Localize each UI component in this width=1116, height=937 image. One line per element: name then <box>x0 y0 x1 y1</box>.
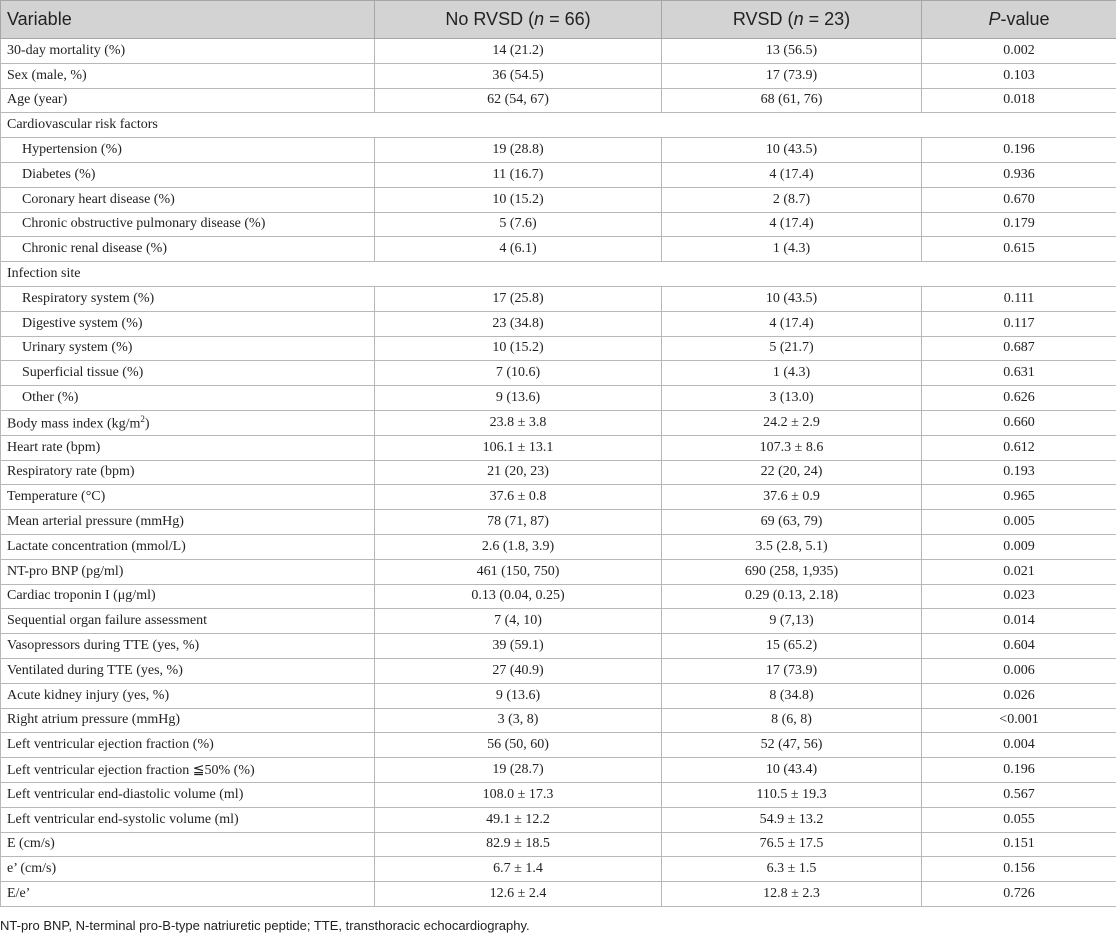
cell-p-value: 0.026 <box>922 683 1116 708</box>
row-label: Mean arterial pressure (mmHg) <box>1 510 375 535</box>
cell-no-rvsd: 62 (54, 67) <box>375 88 662 113</box>
cell-p-value: 0.670 <box>922 187 1116 212</box>
cell-rvsd: 17 (73.9) <box>662 63 922 88</box>
row-label: Left ventricular end-diastolic volume (ml) <box>1 782 375 807</box>
cell-p-value: 0.018 <box>922 88 1116 113</box>
cell-rvsd: 8 (6, 8) <box>662 708 922 733</box>
row-label: Respiratory rate (bpm) <box>1 460 375 485</box>
table-footnote: NT-pro BNP, N-terminal pro-B-type natriuretic peptide; TTE, transthoracic echocardiography. <box>0 918 530 933</box>
row-label: Ventilated during TTE (yes, %) <box>1 658 375 683</box>
cell-no-rvsd: 9 (13.6) <box>375 386 662 411</box>
table-row <box>1 212 1116 237</box>
cell-p-value: 0.179 <box>922 212 1116 237</box>
table-row <box>1 832 1116 857</box>
table-row <box>1 882 1116 907</box>
table-row <box>1 485 1116 510</box>
table-row <box>1 758 1116 783</box>
header-rvsd-suffix: = 23) <box>803 9 851 29</box>
cell-no-rvsd: 3 (3, 8) <box>375 708 662 733</box>
cell-no-rvsd: 27 (40.9) <box>375 658 662 683</box>
table-row <box>1 510 1116 535</box>
cell-p-value: 0.687 <box>922 336 1116 361</box>
row-label: Left ventricular ejection fraction (%) <box>1 733 375 758</box>
row-label: Sequential organ failure assessment <box>1 609 375 634</box>
cell-p-value: 0.111 <box>922 286 1116 311</box>
table-row <box>1 658 1116 683</box>
table-row <box>1 683 1116 708</box>
table-row <box>1 708 1116 733</box>
cell-no-rvsd: 19 (28.7) <box>375 758 662 783</box>
header-p-value <box>922 1 1116 39</box>
cell-no-rvsd: 19 (28.8) <box>375 138 662 163</box>
cell-no-rvsd: 21 (20, 23) <box>375 460 662 485</box>
cell-no-rvsd: 0.13 (0.04, 0.25) <box>375 584 662 609</box>
table-row <box>1 609 1116 634</box>
section-row <box>1 113 1116 138</box>
cell-rvsd: 3 (13.0) <box>662 386 922 411</box>
cell-no-rvsd: 6.7 ± 1.4 <box>375 857 662 882</box>
header-no-rvsd-prefix: No RVSD ( <box>445 9 535 29</box>
row-label-superscript: 2 <box>140 413 145 424</box>
cell-rvsd: 13 (56.5) <box>662 39 922 64</box>
row-label: Urinary system (%) <box>1 336 375 361</box>
cell-p-value: 0.004 <box>922 733 1116 758</box>
row-label: Respiratory system (%) <box>1 286 375 311</box>
table-row <box>1 361 1116 386</box>
table-row <box>1 559 1116 584</box>
cell-rvsd: 3.5 (2.8, 5.1) <box>662 534 922 559</box>
cell-no-rvsd: 7 (10.6) <box>375 361 662 386</box>
cell-p-value: 0.612 <box>922 435 1116 460</box>
row-label: Cardiac troponin I (μg/ml) <box>1 584 375 609</box>
cell-rvsd: 68 (61, 76) <box>662 88 922 113</box>
cell-rvsd: 76.5 ± 17.5 <box>662 832 922 857</box>
cell-p-value: 0.604 <box>922 634 1116 659</box>
cell-no-rvsd: 56 (50, 60) <box>375 733 662 758</box>
cell-no-rvsd: 39 (59.1) <box>375 634 662 659</box>
cell-no-rvsd: 108.0 ± 17.3 <box>375 782 662 807</box>
row-label: E (cm/s) <box>1 832 375 857</box>
cell-no-rvsd: 23.8 ± 3.8 <box>375 410 662 435</box>
cell-p-value: 0.103 <box>922 63 1116 88</box>
row-label: E/e’ <box>1 882 375 907</box>
cell-no-rvsd: 106.1 ± 13.1 <box>375 435 662 460</box>
row-label: Temperature (°C) <box>1 485 375 510</box>
cell-rvsd: 0.29 (0.13, 2.18) <box>662 584 922 609</box>
table-row <box>1 63 1116 88</box>
cell-rvsd: 4 (17.4) <box>662 212 922 237</box>
cell-no-rvsd: 4 (6.1) <box>375 237 662 262</box>
cell-p-value: 0.156 <box>922 857 1116 882</box>
row-label <box>1 410 375 435</box>
cell-rvsd: 1 (4.3) <box>662 361 922 386</box>
cell-rvsd: 10 (43.5) <box>662 138 922 163</box>
cell-no-rvsd: 49.1 ± 12.2 <box>375 807 662 832</box>
header-p-italic: P <box>988 9 1001 29</box>
cell-p-value: 0.021 <box>922 559 1116 584</box>
header-rvsd-n: n <box>793 9 804 29</box>
cell-p-value: 0.631 <box>922 361 1116 386</box>
cell-p-value: 0.726 <box>922 882 1116 907</box>
cell-rvsd: 24.2 ± 2.9 <box>662 410 922 435</box>
cell-p-value: <0.001 <box>922 708 1116 733</box>
row-label: Age (year) <box>1 88 375 113</box>
cell-p-value: 0.151 <box>922 832 1116 857</box>
cell-rvsd: 15 (65.2) <box>662 634 922 659</box>
cell-p-value: 0.196 <box>922 138 1116 163</box>
cell-no-rvsd: 10 (15.2) <box>375 336 662 361</box>
row-label: NT-pro BNP (pg/ml) <box>1 559 375 584</box>
cell-rvsd: 22 (20, 24) <box>662 460 922 485</box>
cell-no-rvsd: 78 (71, 87) <box>375 510 662 535</box>
header-no-rvsd <box>375 1 662 39</box>
table-row <box>1 857 1116 882</box>
cell-p-value: 0.005 <box>922 510 1116 535</box>
header-variable: Variable <box>1 1 375 39</box>
row-label: Acute kidney injury (yes, %) <box>1 683 375 708</box>
cell-no-rvsd: 2.6 (1.8, 3.9) <box>375 534 662 559</box>
cell-p-value: 0.567 <box>922 782 1116 807</box>
cell-p-value: 0.193 <box>922 460 1116 485</box>
row-label: Vasopressors during TTE (yes, %) <box>1 634 375 659</box>
header-no-rvsd-n: n <box>534 9 545 29</box>
cell-no-rvsd: 17 (25.8) <box>375 286 662 311</box>
cell-rvsd: 6.3 ± 1.5 <box>662 857 922 882</box>
row-label: Left ventricular end-systolic volume (ml) <box>1 807 375 832</box>
table-row <box>1 286 1116 311</box>
cell-rvsd: 690 (258, 1,935) <box>662 559 922 584</box>
row-label: Coronary heart disease (%) <box>1 187 375 212</box>
table-row <box>1 39 1116 64</box>
cell-p-value: 0.936 <box>922 162 1116 187</box>
cell-p-value: 0.615 <box>922 237 1116 262</box>
cell-rvsd: 37.6 ± 0.9 <box>662 485 922 510</box>
table-row <box>1 534 1116 559</box>
row-label: Sex (male, %) <box>1 63 375 88</box>
cell-no-rvsd: 461 (150, 750) <box>375 559 662 584</box>
cell-rvsd: 69 (63, 79) <box>662 510 922 535</box>
cell-rvsd: 17 (73.9) <box>662 658 922 683</box>
cell-rvsd: 2 (8.7) <box>662 187 922 212</box>
cell-rvsd: 10 (43.5) <box>662 286 922 311</box>
cell-no-rvsd: 10 (15.2) <box>375 187 662 212</box>
row-label: Left ventricular ejection fraction ≦50% (%) <box>1 758 375 783</box>
table-row <box>1 162 1116 187</box>
cell-rvsd: 12.8 ± 2.3 <box>662 882 922 907</box>
row-label: 30-day mortality (%) <box>1 39 375 64</box>
cell-p-value: 0.196 <box>922 758 1116 783</box>
cell-rvsd: 4 (17.4) <box>662 162 922 187</box>
cell-rvsd: 8 (34.8) <box>662 683 922 708</box>
row-label: Other (%) <box>1 386 375 411</box>
table-row <box>1 386 1116 411</box>
row-label: Heart rate (bpm) <box>1 435 375 460</box>
row-label: Hypertension (%) <box>1 138 375 163</box>
row-label: Right atrium pressure (mmHg) <box>1 708 375 733</box>
cell-rvsd: 54.9 ± 13.2 <box>662 807 922 832</box>
header-p-suffix: -value <box>1000 9 1050 29</box>
table-row <box>1 138 1116 163</box>
cell-p-value: 0.014 <box>922 609 1116 634</box>
cell-rvsd: 52 (47, 56) <box>662 733 922 758</box>
cell-rvsd: 5 (21.7) <box>662 336 922 361</box>
table-row <box>1 634 1116 659</box>
row-label: Chronic obstructive pulmonary disease (%) <box>1 212 375 237</box>
cell-p-value: 0.006 <box>922 658 1116 683</box>
row-label: Diabetes (%) <box>1 162 375 187</box>
cell-p-value: 0.660 <box>922 410 1116 435</box>
cell-rvsd: 107.3 ± 8.6 <box>662 435 922 460</box>
header-rvsd-prefix: RVSD ( <box>732 9 794 29</box>
row-label: Digestive system (%) <box>1 311 375 336</box>
row-label: Chronic renal disease (%) <box>1 237 375 262</box>
cell-rvsd: 9 (7,13) <box>662 609 922 634</box>
cell-no-rvsd: 11 (16.7) <box>375 162 662 187</box>
table-row <box>1 460 1116 485</box>
cell-p-value: 0.117 <box>922 311 1116 336</box>
cell-rvsd: 4 (17.4) <box>662 311 922 336</box>
cell-p-value: 0.965 <box>922 485 1116 510</box>
header-no-rvsd-suffix: = 66) <box>544 9 591 29</box>
cell-no-rvsd: 37.6 ± 0.8 <box>375 485 662 510</box>
row-label-suffix: ) <box>144 416 150 432</box>
table-row <box>1 237 1116 262</box>
row-label-text: Body mass index (kg/m <box>7 416 141 432</box>
cell-no-rvsd: 36 (54.5) <box>375 63 662 88</box>
table-row <box>1 782 1116 807</box>
cell-rvsd: 1 (4.3) <box>662 237 922 262</box>
header-rvsd <box>662 1 922 39</box>
table-row <box>1 807 1116 832</box>
table-row <box>1 733 1116 758</box>
cell-no-rvsd: 82.9 ± 18.5 <box>375 832 662 857</box>
section-label: Infection site <box>1 262 1116 287</box>
table-row <box>1 311 1116 336</box>
cell-rvsd: 10 (43.4) <box>662 758 922 783</box>
table-row <box>1 584 1116 609</box>
table-row <box>1 187 1116 212</box>
cell-no-rvsd: 12.6 ± 2.4 <box>375 882 662 907</box>
table-row <box>1 435 1116 460</box>
row-label: Lactate concentration (mmol/L) <box>1 534 375 559</box>
section-row <box>1 262 1116 287</box>
cell-no-rvsd: 5 (7.6) <box>375 212 662 237</box>
cell-p-value: 0.002 <box>922 39 1116 64</box>
cell-no-rvsd: 9 (13.6) <box>375 683 662 708</box>
table-row <box>1 336 1116 361</box>
cell-p-value: 0.626 <box>922 386 1116 411</box>
header-row <box>1 1 1116 39</box>
cell-p-value: 0.009 <box>922 534 1116 559</box>
table-row <box>1 410 1116 435</box>
row-label: Superficial tissue (%) <box>1 361 375 386</box>
cell-no-rvsd: 23 (34.8) <box>375 311 662 336</box>
cell-no-rvsd: 14 (21.2) <box>375 39 662 64</box>
section-label: Cardiovascular risk factors <box>1 113 1116 138</box>
cell-p-value: 0.055 <box>922 807 1116 832</box>
table-row <box>1 88 1116 113</box>
row-label: e’ (cm/s) <box>1 857 375 882</box>
cell-no-rvsd: 7 (4, 10) <box>375 609 662 634</box>
cell-rvsd: 110.5 ± 19.3 <box>662 782 922 807</box>
cell-p-value: 0.023 <box>922 584 1116 609</box>
